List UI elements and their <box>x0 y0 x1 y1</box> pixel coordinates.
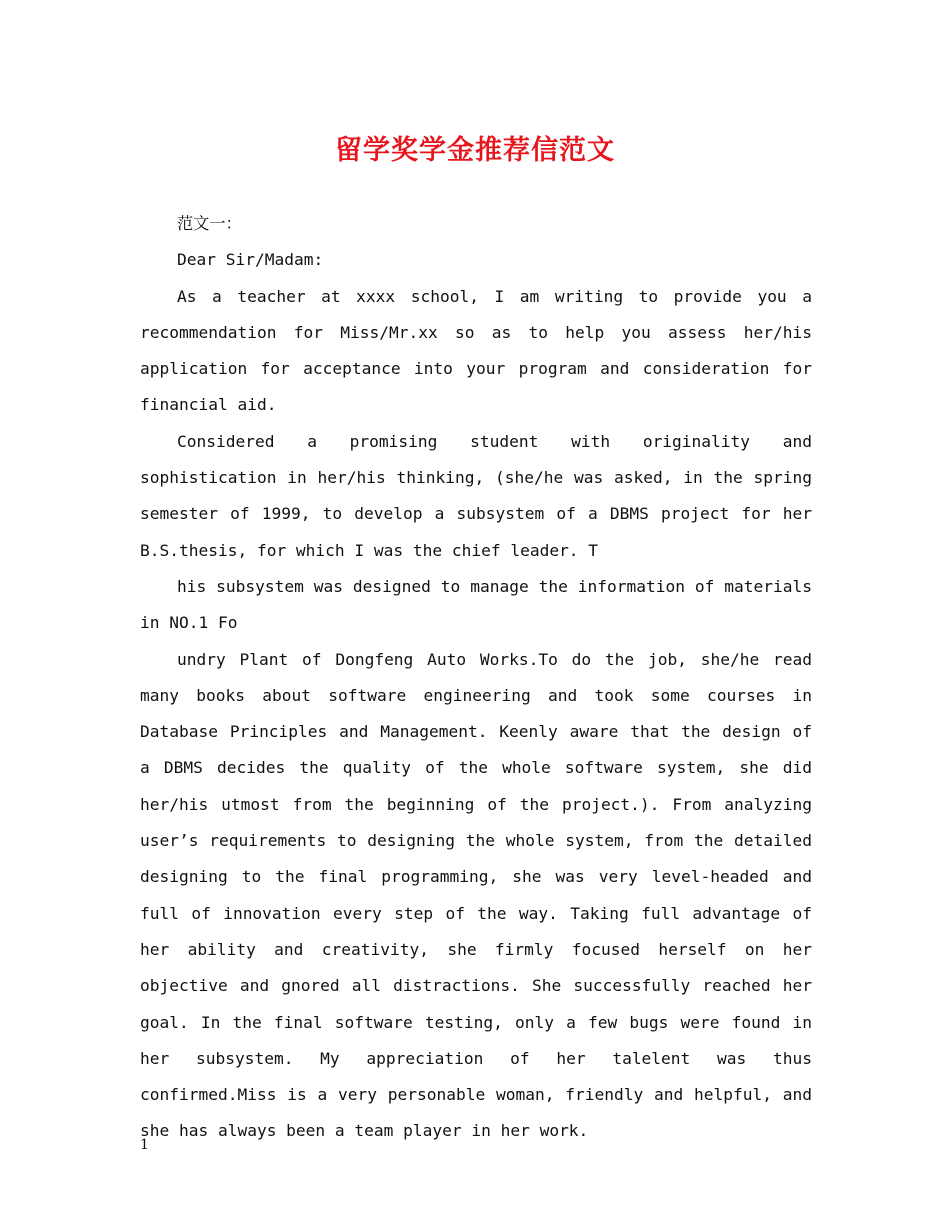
paragraph-1: As a teacher at xxxx school, I am writing to provide you a recommendation for Miss/Mr.xx so as to help you assess her/his application for acceptance into your program and consideration for financial aid. <box>140 286 812 415</box>
paragraph-2: Considered a promising student with originality and sophistication in her/his thinking, (she/he was asked, in the spring semester of 1999, to develop a subsystem of a DBMS project for her B.S.thesis, for which I was the chief leader. T <box>140 431 812 560</box>
paragraph-4: undry Plant of Dongfeng Auto Works.To do the job, she/he read many books about software engineering and took some courses in Database Principles and Management. Keenly aware that the design of a DBMS decides the quality of the whole software system, she did her/his utmost from the beginning of the project.). From analyzing user’s requirements to designing the whole system, from the detailed designing to the final programming, she was very level-headed and full of innovation every step of the way. Taking full advantage of her ability and creativity, she firmly focused herself on her objective and gnored all distractions. She successfully reached her goal. In the final software testing, only a few bugs were found in her subsystem. My appreciation of her talelent was thus confirmed.Miss is a very personable woman, friendly and helpful, and she has always been a team player in her work. <box>140 649 812 1141</box>
document-title: 留学奖学金推荐信范文 <box>335 135 615 166</box>
page-number: 1 <box>140 1137 149 1153</box>
section-label: 范文一： <box>177 214 242 233</box>
document-body <box>140 206 812 1150</box>
paragraph-3: his subsystem was designed to manage the information of materials in NO.1 Fo <box>140 576 812 633</box>
salutation: Dear Sir/Madam: <box>177 250 324 270</box>
